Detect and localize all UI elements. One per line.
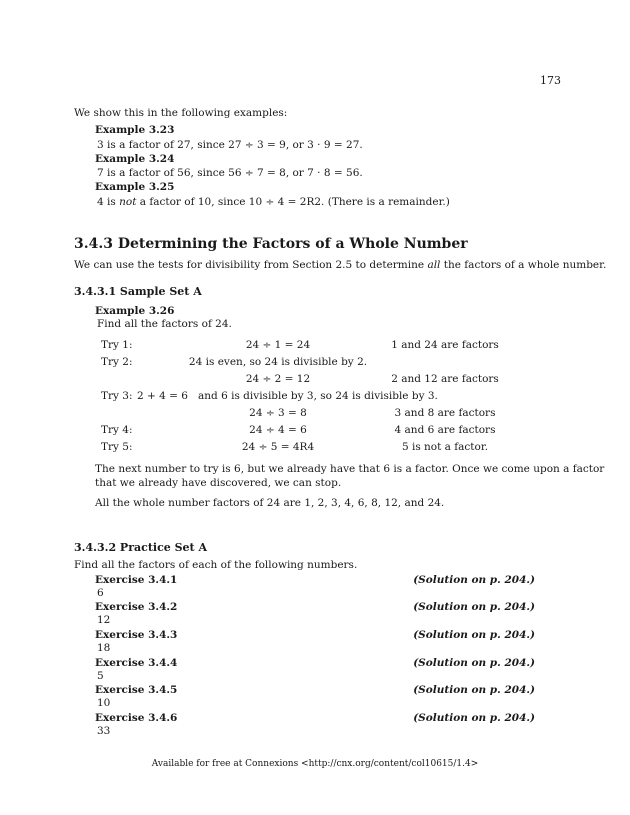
subsection-title: 3.4.3.2 Practice Set A [74, 541, 207, 554]
section-title: 3.4.3 Determining the Factors of a Whole Number [74, 236, 468, 252]
try-result: 4 and 6 are factors [394, 424, 496, 436]
example-prompt: Find all the factors of 24. [97, 318, 232, 330]
example-text: 4 is [97, 196, 120, 208]
paragraph: All the whole number factors of 24 are 1, 2, 3, 4, 6, 8, 12, and 24. [95, 497, 445, 509]
exercise-title: Exercise 3.4.6 [95, 712, 178, 724]
try-result: 2 and 12 are factors [391, 373, 499, 385]
try-label: Try 3: [101, 390, 133, 402]
exercise-value: 5 [97, 670, 104, 682]
practice-intro: Find all the factors of each of the following numbers. [74, 559, 358, 571]
try-note: 2 + 4 = 6 and 6 is divisible by 3, so 24 is divisible by 3. [137, 390, 438, 402]
solution-link[interactable]: (Solution on p. 204.) [413, 684, 535, 696]
section-intro [74, 259, 606, 271]
intro-text: We show this in the following examples: [74, 107, 288, 119]
try-result: 3 and 8 are factors [394, 407, 496, 419]
example-title: Example 3.24 [95, 153, 175, 165]
example-title: Example 3.25 [95, 181, 175, 193]
exercise-value: 10 [97, 697, 111, 709]
paragraph-line: that we already have discovered, we can stop. [95, 477, 342, 489]
exercise-value: 12 [97, 614, 111, 626]
exercise-title: Exercise 3.4.3 [95, 629, 178, 641]
exercise-title: Exercise 3.4.1 [95, 574, 178, 586]
exercise-value: 33 [97, 725, 111, 737]
try-equation: 24 ÷ 1 = 24 [245, 339, 311, 351]
page-number: 173 [540, 74, 561, 87]
try-label: Try 4: [101, 424, 133, 436]
try-equation: 24 ÷ 3 = 8 [249, 407, 307, 419]
paragraph-line: The next number to try is 6, but we already have that 6 is a factor. Once we come upon a factor [95, 463, 605, 475]
exercise-title: Exercise 3.4.2 [95, 601, 178, 613]
exercise-title: Exercise 3.4.5 [95, 684, 178, 696]
solution-link[interactable]: (Solution on p. 204.) [413, 601, 535, 613]
try-equation: 24 ÷ 2 = 12 [245, 373, 311, 385]
solution-link[interactable]: (Solution on p. 204.) [413, 712, 535, 724]
text: the factors of a whole number. [440, 259, 607, 271]
try-label: Try 1: [101, 339, 133, 351]
try-label: Try 2: [101, 356, 133, 368]
example-title: Example 3.26 [95, 305, 175, 317]
example-text: a factor of 10, since 10 ÷ 4 = 2R2. (There is a remainder.) [136, 196, 450, 208]
try-result: 5 is not a factor. [401, 441, 489, 453]
exercise-value: 18 [97, 642, 111, 654]
try-result: 1 and 24 are factors [391, 339, 499, 351]
solution-link[interactable]: (Solution on p. 204.) [413, 629, 535, 641]
solution-link[interactable]: (Solution on p. 204.) [413, 657, 535, 669]
exercise-value: 6 [97, 587, 104, 599]
try-equation: 24 ÷ 5 = 4R4 [241, 441, 315, 453]
emphasis: not [119, 196, 137, 208]
subsection-title: 3.4.3.1 Sample Set A [74, 285, 202, 298]
try-label: Try 5: [101, 441, 133, 453]
try-note: 24 is even, so 24 is divisible by 2. [188, 356, 368, 368]
try-equation: 24 ÷ 4 = 6 [249, 424, 307, 436]
solution-link[interactable]: (Solution on p. 204.) [413, 574, 535, 586]
example-body: 3 is a factor of 27, since 27 ÷ 3 = 9, or 3 · 9 = 27. [97, 139, 363, 151]
page-footer: Available for free at Connexions <http://cnx.org/content/col10615/1.4> [151, 759, 479, 769]
text: We can use the tests for divisibility from Section 2.5 to determine [74, 259, 428, 271]
example-body: 7 is a factor of 56, since 56 ÷ 7 = 8, or 7 · 8 = 56. [97, 167, 363, 179]
emphasis: all [427, 259, 441, 271]
exercise-title: Exercise 3.4.4 [95, 657, 178, 669]
example-body [97, 196, 450, 208]
example-title: Example 3.23 [95, 124, 175, 136]
